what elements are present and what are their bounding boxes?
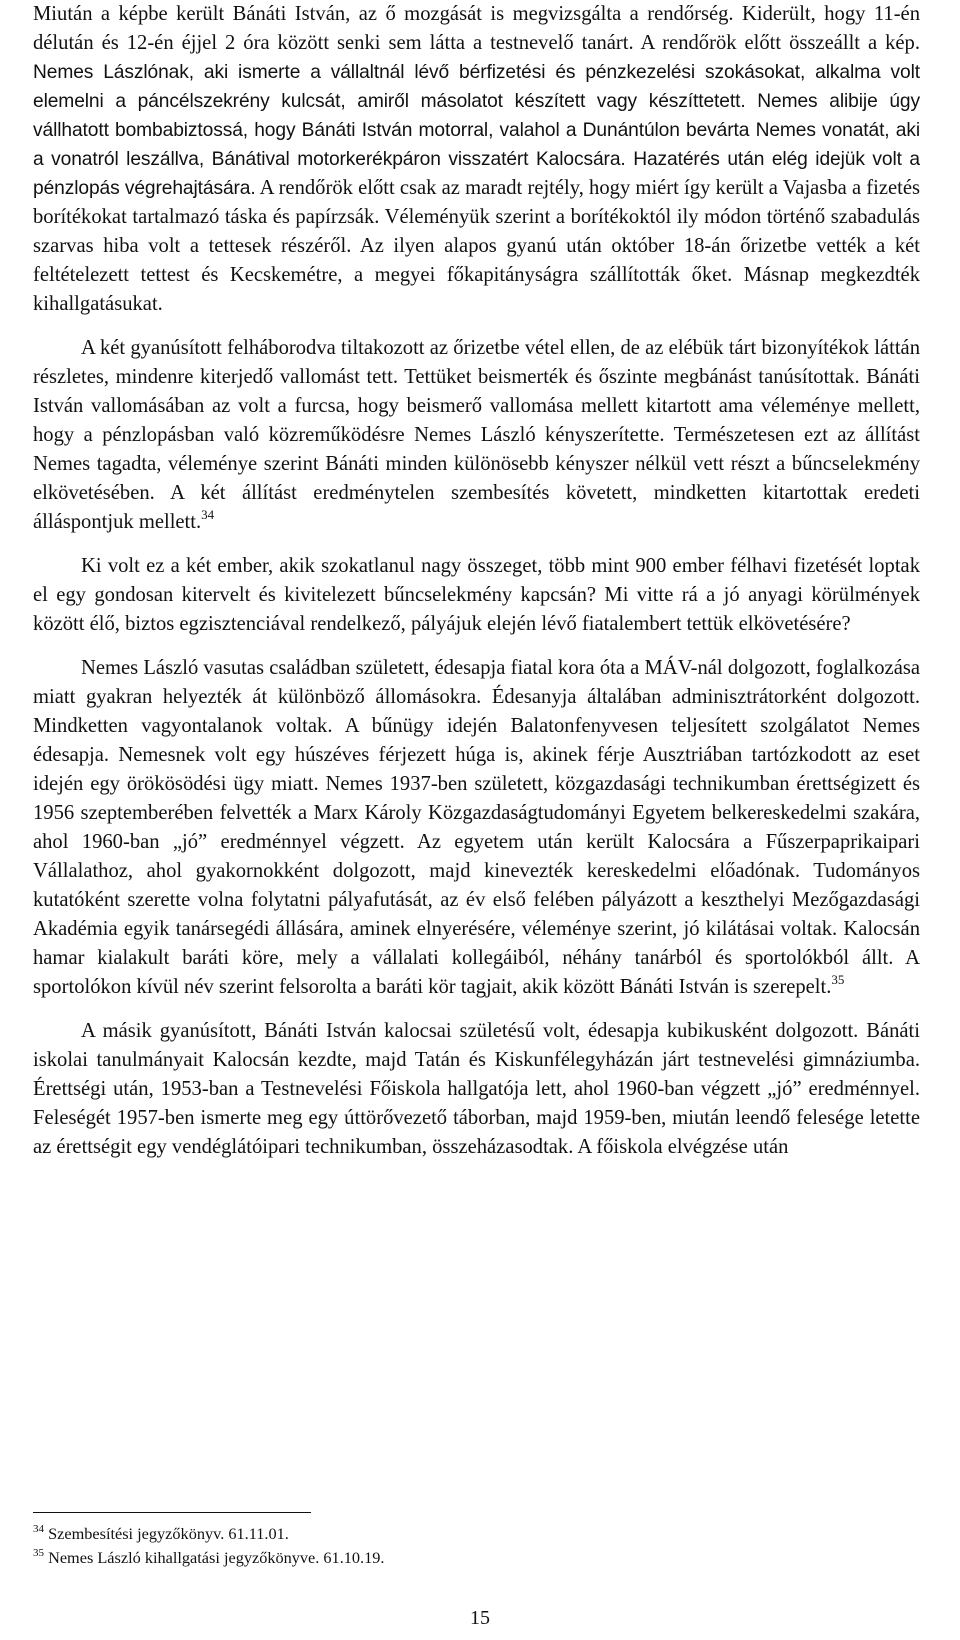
paragraph-1-serif-start: Miután a képbe került Bánáti István, az ő mozgását is megvizsgálta a rendőrség. Kiderült, hogy 11-én délután és 12-én éjjel 2 óra között senki sem látta a testnevelő tanárt. A rendőrök előtt összeállt a kép. — [33, 3, 920, 54]
footnote-34 — [33, 1522, 913, 1546]
paragraph-1 — [33, 0, 920, 319]
paragraph-5-text: A másik gyanúsított, Bánáti István kalocsai születésű volt, édesapja kubikusként dolgozott. Bánáti iskolai tanulmányait Kalocsán kezdte, majd Tatán és Kiskunfélegyházán járt testnevelési gimnáziumba. Érettségi után, 1953-ban a Testnevelési Főiskola hallgatója lett, ahol 1960-ban végzett „jó” eredménnyel. Feleségét 1957-ben ismerte meg egy úttörővezető táborban, majd 1959-ben, miután leendő felesége letette az érettségit egy vendéglátóipari technikumban, összeházasodtak. A főiskola elvégzése után — [33, 1020, 920, 1158]
paragraph-5 — [33, 1017, 920, 1162]
paragraph-2 — [33, 334, 920, 537]
footnote-34-text: Szembesítési jegyzőkönyv. 61.11.01. — [48, 1524, 289, 1543]
paragraph-3-text: Ki volt ez a két ember, akik szokatlanul nagy összeget, több mint 900 ember félhavi fizetését loptak el egy gondosan kitervelt és kivitelezett bűncselekmény kapcsán? Mi vitte rá a jó anyagi körülmények között élő, biztos egzisztenciával rendelkező, pályájuk elején lévő fiatalembert tettük elkövetésére? — [33, 555, 920, 635]
page-number: 15 — [470, 1607, 490, 1629]
footnote-divider — [33, 1512, 311, 1513]
paragraph-4-text: Nemes László vasutas családban született, édesapja fiatal kora óta a MÁV-nál dolgozott, foglalkozása miatt gyakran helyezték át különböző állomásokra. Édesanyja általában adminisztrátorként dolgozott. Mindketten vagyontalanok voltak. A bűnügy idején Balatonfenyvesen teljesített szolgálatot Nemes édesapja. Nemesnek volt egy húszéves férjezett húga is, akinek férje Ausztriában tartózkodott az eset idején egy örökösödési ügy miatt. Nemes 1937-ben született, közgazdasági technikumban érettségizett és 1956 szeptemberében felvették a Marx Károly Közgazdaságtudományi Egyetem belkereskedelmi szakára, ahol 1960-ban „jó” eredménnyel végzett. Az egyetem után került Kalocsára a Fűszerpaprikaipari Vállalathoz, ahol gyakornokként dolgozott, majd kinevezték kereskedelmi előadónak. Tudományos kutatóként szerette volna folytatni pályafutását, az év első felében pályázott a keszthelyi Mezőgazdasági Akadémia egyik tanársegédi állására, aminek elnyerésére, véleménye szerint, jó kilátásai voltak. Kalocsán hamar kialakult baráti köre, mely a vállalati kollegáiból, néhány tanárból és sportolókból állt. A sportolókon kívül név szerint felsorolta a baráti kör tagjait, akik között Bánáti István is szerepelt. — [33, 657, 920, 998]
body-text — [33, 0, 920, 1162]
paragraph-4 — [33, 654, 920, 1002]
paragraph-1-serif-end: A rendőrök előtt csak az maradt rejtély, hogy miért így került a Vajasba a fizetés borítékokat tartalmazó táska és papírzsák. Véleményük szerint a borítékoktól ily módon történő szabadulás szarvas hiba volt a tettesek részéről. Az ilyen alapos gyanú után október 18-án őrizetbe vették a két feltételezett tettest és Kecskemétre, a megyei főkapitányságra szállították őket. Másnap megkezdték kihallgatásukat. — [33, 177, 920, 315]
footnote-ref-35[interactable]: 35 — [831, 972, 845, 987]
paragraph-2-text: A két gyanúsított felháborodva tiltakozott az őrizetbe vétel ellen, de az elébük tárt bizonyítékok láttán részletes, mindenre kiterjedő vallomást tett. Tettüket beismerték és őszinte megbánást tanúsítottak. Bánáti István vallomásában az volt a furcsa, hogy beismerő vallomása mellett kitartott ama véleménye mellett, hogy a pénzlopásban való közreműködésre Nemes László kényszerítette. Természetesen ezt az állítást Nemes tagadta, véleménye szerint Bánáti minden különösebb kényszer nélkül vett részt a bűncselekmény elkövetésében. A két állítást eredménytelen szembesítés követett, mindketten kitartottak eredeti álláspontjuk mellett. — [33, 337, 920, 533]
paragraph-3 — [33, 552, 920, 639]
footnote-ref-34[interactable]: 34 — [201, 507, 215, 522]
footnotes — [33, 1522, 913, 1570]
footnote-34-number: 34 — [33, 1523, 44, 1535]
footnote-35-number: 35 — [33, 1547, 44, 1559]
paragraph-1-sans-segment: Nemes Lászlónak, aki ismerte a vállaltnál lévő bérfizetési és pénzkezelési szokásokat, alkalma volt elemelni a páncélszekrény kulcsát, amiről másolatot készített vagy készíttetett. Nemes alibije úgy vállhatott bombabiztossá, hogy Bánáti István motorral, valahol a Dunántúlon bevárta Nemes vonatát, aki a vonatról leszállva, Bánátival motorkerékpáron visszatért Kalocsára. Hazatérés után elég idejük volt a pénzlopás végrehajtására. — [33, 62, 920, 199]
footnote-35-text: Nemes László kihallgatási jegyzőkönyve. 61.10.19. — [48, 1548, 385, 1567]
footnote-35 — [33, 1546, 913, 1570]
